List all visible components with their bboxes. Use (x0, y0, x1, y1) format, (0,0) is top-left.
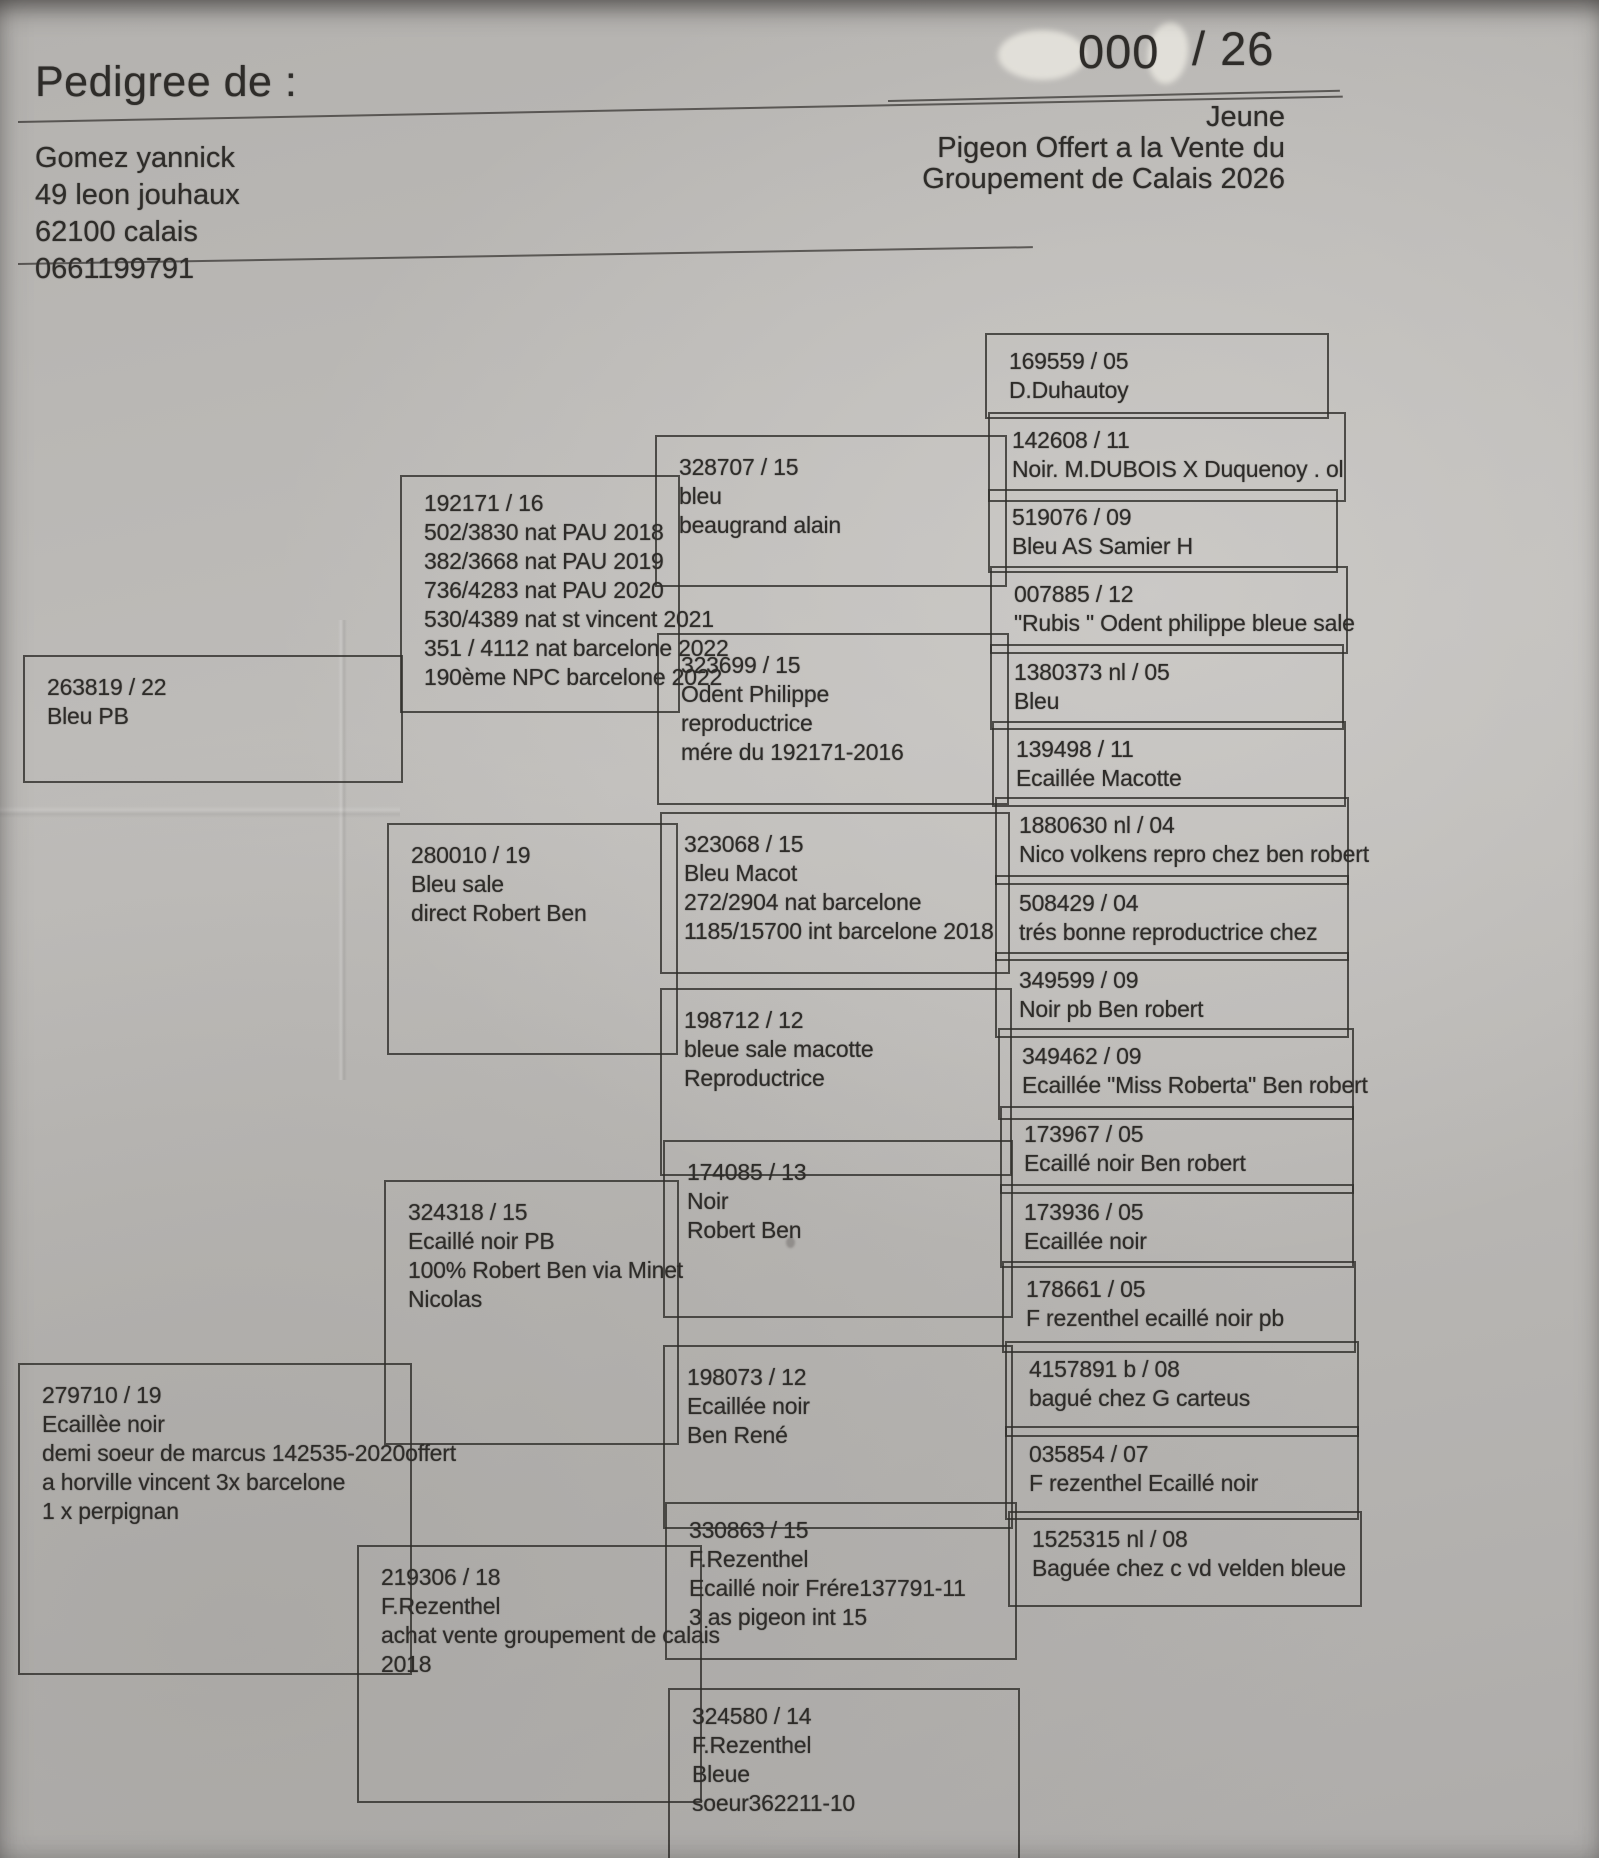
text-line: 4157891 b / 08 (1029, 1356, 1180, 1382)
text-line: 3 as pigeon int 15 (689, 1604, 867, 1630)
text-line: 736/4283 nat PAU 2020 (424, 577, 664, 603)
text-line: bagué chez G carteus (1029, 1385, 1251, 1411)
text-line: Ecaillée noir (1024, 1228, 1147, 1254)
text-line: 49 leon jouhaux (35, 179, 240, 211)
text-line: Ecaillèe noir (42, 1411, 165, 1437)
text-line: Bleu (1014, 688, 1060, 714)
text-line: 142608 / 11 (1012, 427, 1130, 453)
text-line: 192171 / 16 (424, 490, 544, 516)
text-line: 279710 / 19 (42, 1382, 162, 1408)
text-line: 007885 / 12 (1014, 581, 1134, 607)
text-line: 0661199791 (35, 253, 195, 285)
text-line: 173936 / 05 (1024, 1199, 1144, 1225)
text-line: 530/4389 nat st vincent 2021 (424, 606, 714, 632)
text-line: Odent Philippe (681, 681, 830, 707)
text-line: Gomez yannick (35, 142, 235, 174)
paper-crease (0, 806, 400, 818)
text-line: beaugrand alain (679, 512, 841, 538)
text-line: 349599 / 09 (1019, 967, 1139, 993)
text-line: 139498 / 11 (1016, 736, 1134, 762)
text-line: 330863 / 15 (689, 1517, 809, 1543)
text-line: demi soeur de marcus 142535-2020offert (42, 1440, 456, 1466)
text-line: Pigeon Offert a la Vente du (937, 132, 1285, 164)
text-line: 174085 / 13 (687, 1159, 807, 1185)
text-line: 382/3668 nat PAU 2019 (424, 548, 664, 574)
ring-number: 000 (1078, 25, 1160, 78)
pedigree-box-178661-05 (1002, 1261, 1356, 1353)
pedigree-box-1380373-05 (990, 644, 1344, 730)
text-line: 1185/15700 int barcelone 2018 (684, 918, 994, 944)
text-line: Bleu PB (47, 703, 129, 729)
text-line: 349462 / 09 (1022, 1043, 1142, 1069)
text-line: 1525315 nl / 08 (1032, 1526, 1188, 1552)
text-line: Ecaillée noir (687, 1393, 810, 1419)
text-line: Nico volkens repro chez ben robert (1019, 841, 1369, 867)
text-line: 508429 / 04 (1019, 890, 1139, 916)
text-line: Ecaillé noir Ben robert (1024, 1150, 1246, 1176)
text-line: 1880630 nl / 04 (1019, 812, 1175, 838)
text-line: Nicolas (408, 1286, 483, 1312)
pedigree-box-519076-09 (988, 489, 1338, 573)
text-line: F rezenthel Ecaillé noir (1029, 1470, 1259, 1496)
text-line: Ecaillé noir Frére137791-11 (689, 1575, 966, 1601)
pedigree-box-280010-19 (387, 823, 678, 1055)
text-line: Ecaillé noir PB (408, 1228, 555, 1254)
text-line: bleue sale macotte (684, 1036, 874, 1062)
pedigree-box-323699-15 (657, 633, 1009, 805)
text-line: 169559 / 05 (1009, 348, 1129, 374)
text-line: Ecaillée "Miss Roberta" Ben robert (1022, 1072, 1368, 1098)
page-title: Pedigree de : (35, 58, 298, 106)
text-line: 280010 / 19 (411, 842, 531, 868)
text-line: 1380373 nl / 05 (1014, 659, 1170, 685)
text-line: Ben René (687, 1422, 788, 1448)
pedigree-box-169559-05 (985, 333, 1329, 419)
text-line: Noir. M.DUBOIS X Duquenoy . ol (1012, 456, 1344, 482)
pedigree-box-139498-11 (992, 721, 1346, 807)
text-line: 198073 / 12 (687, 1364, 807, 1390)
text-line: 272/2904 nat barcelone (684, 889, 922, 915)
text-line: Robert Ben (687, 1217, 802, 1243)
text-line: direct Robert Ben (411, 900, 587, 926)
pedigree-box-1525315-08 (1008, 1511, 1362, 1607)
text-line: trés bonne reproductrice chez (1019, 919, 1318, 945)
text-line: 351 / 4112 nat barcelone 2022 (424, 635, 729, 661)
text-line: Noir (687, 1188, 729, 1214)
text-line: 2018 (381, 1651, 432, 1677)
text-line: 324580 / 14 (692, 1703, 812, 1729)
text-line: 173967 / 05 (1024, 1121, 1144, 1147)
text-line: F rezenthel ecaillé noir pb (1026, 1305, 1284, 1331)
pedigree-box-219306-18 (357, 1545, 720, 1803)
text-line: reproductrice (681, 710, 813, 736)
pedigree-box-035854-07 (1005, 1426, 1359, 1520)
text-line: D.Duhautoy (1009, 377, 1129, 403)
text-line: 035854 / 07 (1029, 1441, 1149, 1467)
text-line: Bleue (692, 1761, 750, 1787)
pedigree-box-007885-12 (990, 566, 1355, 654)
text-line: 263819 / 22 (47, 674, 167, 700)
pedigree-box-174085-13 (663, 1140, 1013, 1318)
text-line: 219306 / 18 (381, 1564, 501, 1590)
text-line: Bleu AS Samier H (1012, 533, 1193, 559)
text-line: 198712 / 12 (684, 1007, 804, 1033)
pedigree-box-508429-04 (995, 875, 1349, 961)
text-line: achat vente groupement de calais (381, 1622, 720, 1648)
pedigree-box-173967-05 (1000, 1106, 1354, 1194)
pedigree-box-4157891-08 (1005, 1341, 1359, 1437)
text-line: 323068 / 15 (684, 831, 804, 857)
text-line: bleu (679, 483, 722, 509)
text-line: F.Rezenthel (692, 1732, 812, 1758)
pedigree-box-324580-14 (668, 1688, 1020, 1858)
text-line: Jeune (1205, 101, 1285, 133)
text-line: F.Rezenthel (381, 1593, 501, 1619)
pedigree-box-328707-15 (655, 435, 1007, 587)
pedigree-box-173936-05 (1000, 1184, 1354, 1268)
pedigree-box-263819-22 (23, 655, 403, 783)
pedigree-box-323068-15 (660, 812, 1010, 974)
whiteout-smudge (998, 30, 1086, 80)
text-line: Ecaillée Macotte (1016, 765, 1182, 791)
ring-total: / 26 (1192, 22, 1275, 75)
text-line: 100% Robert Ben via Minet (408, 1257, 683, 1283)
text-line: F.Rezenthel (689, 1546, 809, 1572)
text-line: Reproductrice (684, 1065, 825, 1091)
text-line: Baguée chez c vd velden bleue (1032, 1555, 1346, 1581)
text-line: Groupement de Calais 2026 (922, 163, 1285, 195)
text-line: a horville vincent 3x barcelone (42, 1469, 346, 1495)
text-line: mére du 192171-2016 (681, 739, 904, 765)
text-line: 324318 / 15 (408, 1199, 528, 1225)
text-line: Bleu sale (411, 871, 504, 897)
pedigree-box-324318-15 (384, 1180, 683, 1445)
text-line: 190ème NPC barcelone 2022 (424, 664, 723, 690)
text-line: 519076 / 09 (1012, 504, 1132, 530)
pedigree-box-349599-09 (995, 952, 1349, 1038)
text-line: Noir pb Ben robert (1019, 996, 1204, 1022)
text-line: 502/3830 nat PAU 2018 (424, 519, 664, 545)
pedigree-box-1880630-04 (995, 797, 1369, 885)
text-line: 1 x perpignan (42, 1498, 179, 1524)
text-line: 62100 calais (35, 216, 198, 248)
owner-block (35, 140, 240, 288)
text-line: 328707 / 15 (679, 454, 799, 480)
text-line: "Rubis " Odent philippe bleue sale (1014, 610, 1355, 636)
text-line: soeur362211-10 (692, 1790, 856, 1816)
event-block (700, 102, 1285, 195)
text-line: 323699 / 15 (681, 652, 801, 678)
text-line: Bleu Macot (684, 860, 798, 886)
text-line: 178661 / 05 (1026, 1276, 1146, 1302)
pedigree-box-330863-15 (665, 1502, 1017, 1660)
